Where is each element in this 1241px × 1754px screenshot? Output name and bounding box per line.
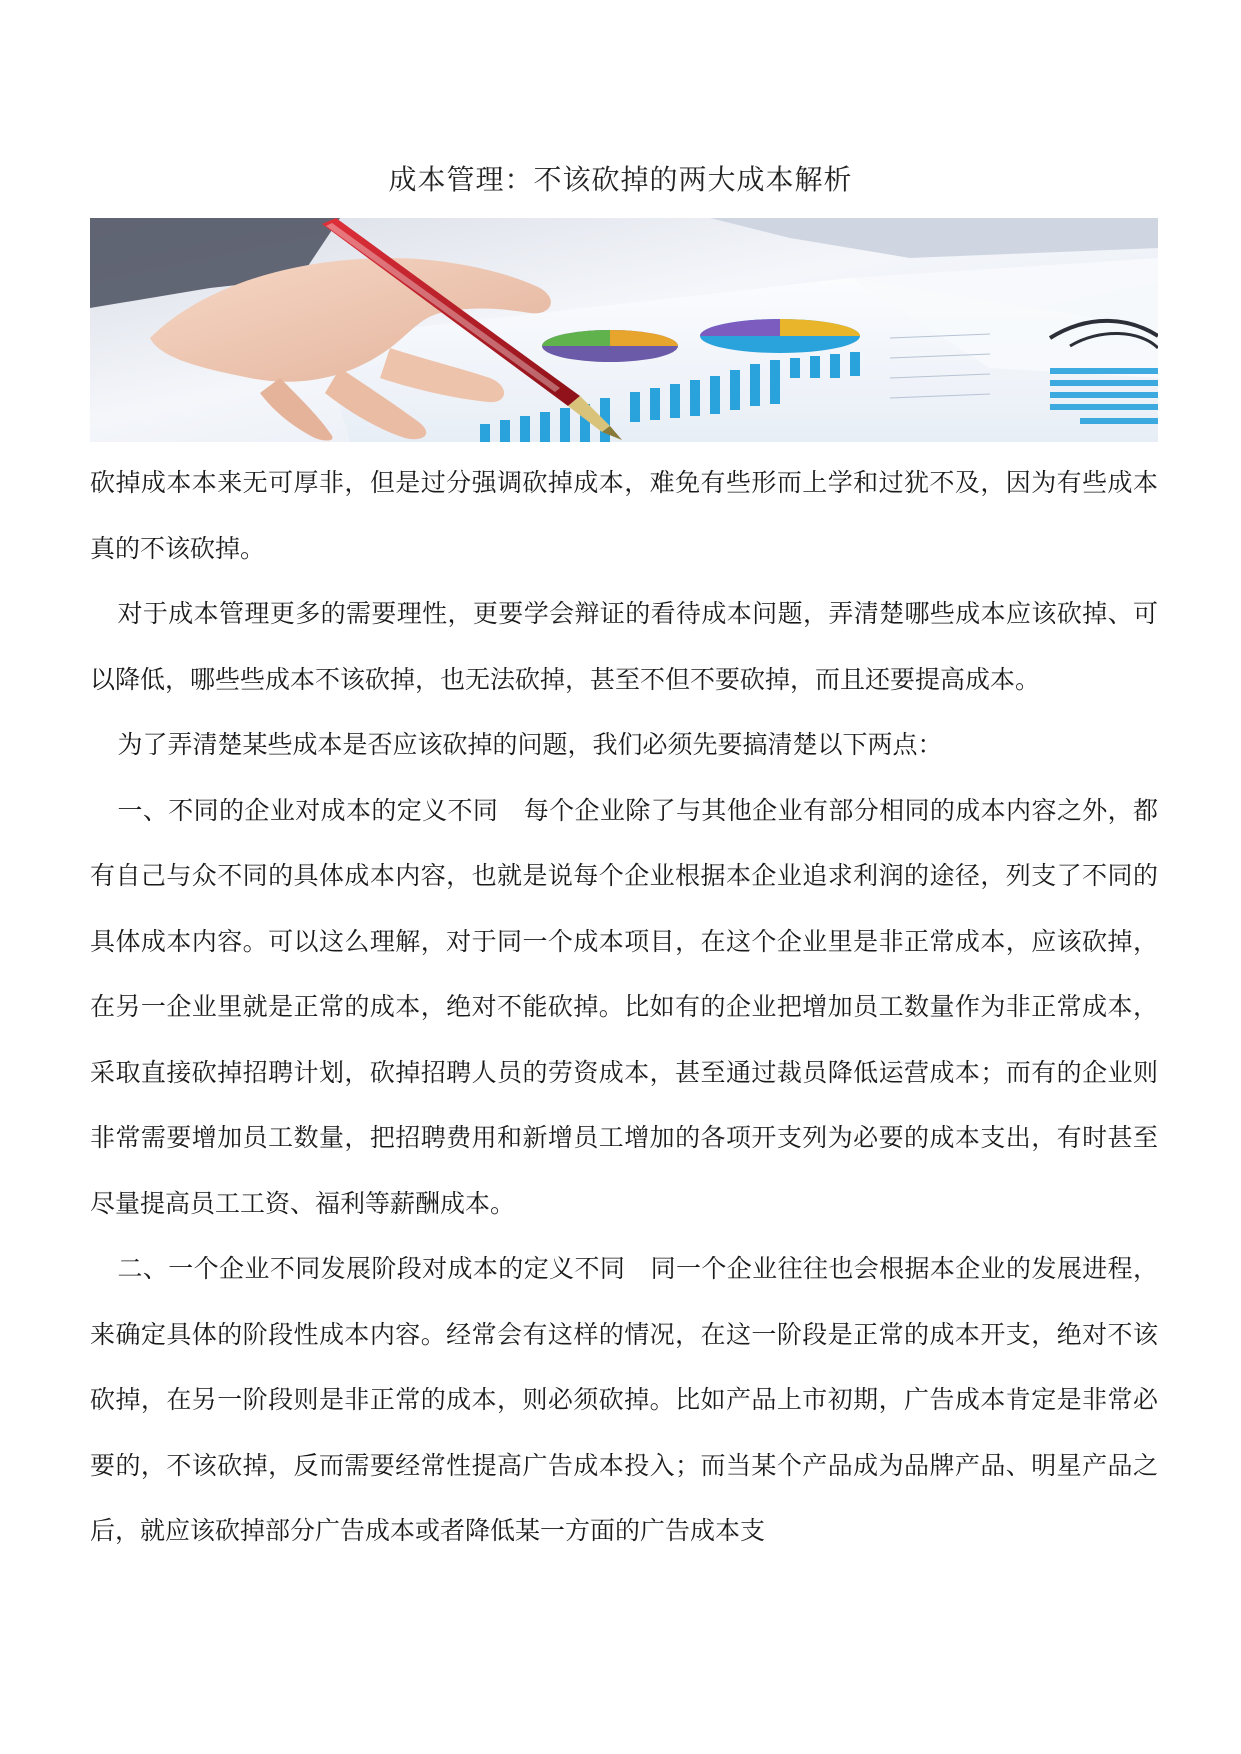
paragraph-1: 砍掉成本本来无可厚非，但是过分强调砍掉成本，难免有些形而上学和过犹不及，因为有些成本真的不该砍掉。 (90, 468, 1158, 563)
article-body (90, 450, 1158, 1564)
paragraph-3: 为了弄清楚某些成本是否应该砍掉的问题，我们必须先要搞清楚以下两点： (117, 730, 943, 759)
document-title: 成本管理：不该砍掉的两大成本解析 (388, 163, 853, 196)
paragraph-5: 二、一个企业不同发展阶段对成本的定义不同 同一个企业往往也会根据本企业的发展进程，来确定具体的阶段性成本内容。经常会有这样的情况，在这一阶段是正常的成本开支，绝对不该砍掉，在另一阶段则是非正常的成本，则必须砍掉。比如产品上市初期，广告成本肯定是非常必要的，不该砍掉，反而需要经常性提高广告成本投入；而当某个产品成为品牌产品、明星产品之后，就应该砍掉部分广告成本或者降低某一方面的广告成本支 (90, 1254, 1158, 1545)
banner-image (90, 218, 1158, 442)
business-chart-photo-icon (90, 218, 1158, 442)
paragraph-2: 对于成本管理更多的需要理性，更要学会辩证的看待成本问题，弄清楚哪些成本应该砍掉、可以降低，哪些些成本不该砍掉，也无法砍掉，甚至不但不要砍掉，而且还要提高成本。 (90, 599, 1158, 694)
paragraph-4: 一、不同的企业对成本的定义不同 每个企业除了与其他企业有部分相同的成本内容之外，都有自己与众不同的具体成本内容，也就是说每个企业根据本企业追求利润的途径，列支了不同的具体成本内容。可以这么理解，对于同一个成本项目，在这个企业里是非正常成本，应该砍掉，在另一企业里就是正常的成本，绝对不能砍掉。比如有的企业把增加员工数量作为非正常成本，采取直接砍掉招聘计划，砍掉招聘人员的劳资成本，甚至通过裁员降低运营成本；而有的企业则非常需要增加员工数量，把招聘费用和新增员工增加的各项开支列为必要的成本支出，有时甚至尽量提高员工工资、福利等薪酬成本。 (90, 795, 1158, 1218)
